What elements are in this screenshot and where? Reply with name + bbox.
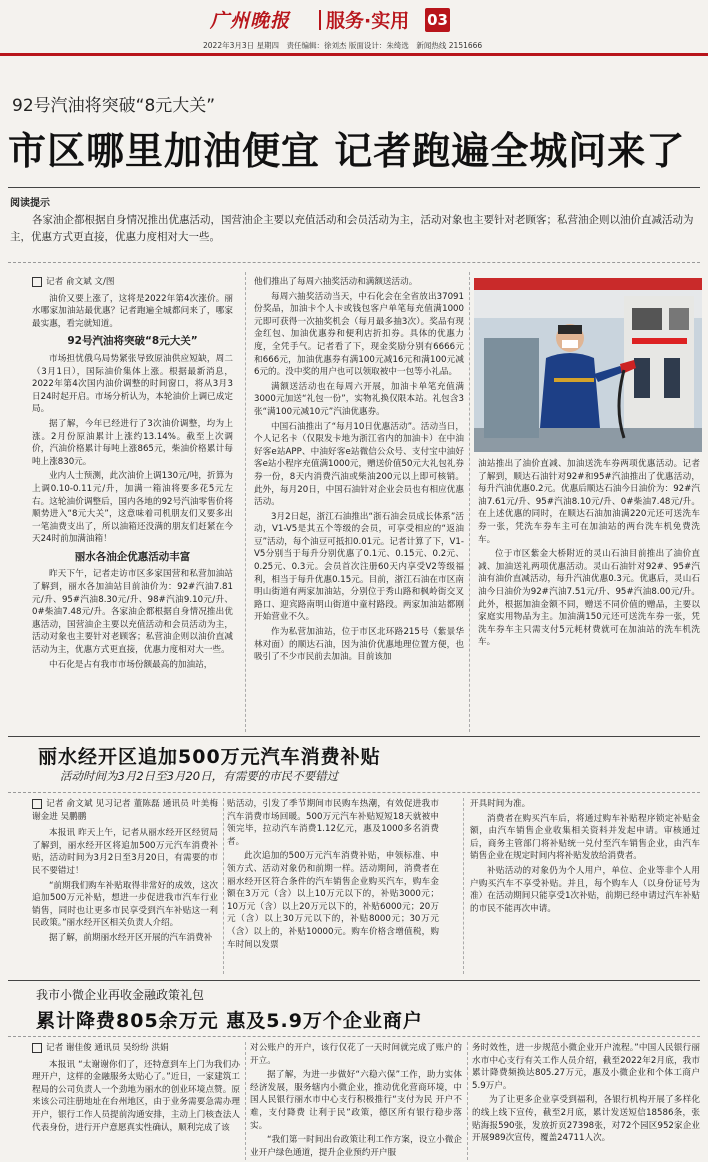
paragraph: “我们第一时间出台政策让利工作方案，设立小微企业开户绿色通道，提升企业预约开户服 [250,1135,462,1158]
section-title: 服务·实用 [326,10,410,32]
paragraph: 据了解，为进一步做好“六稳六保”工作，助力实体经济发展，服务辖内小微企业，推动优化营商环境，中国人民银行丽水市中心支行积极推行“支付为民 开户不难，支付降费 让利于民”政策，德区所有银行稳步落实。 [250,1070,462,1131]
paragraph: 开具时间为准。 [470,799,531,809]
section-heading: 92号汽油将突破“8元大关” [67,335,198,348]
paper-logo: 广州晚报 [210,10,291,32]
byline-box-icon [32,1043,42,1053]
article1-column-3 [478,458,700,734]
divider [8,187,700,188]
article1-headline: 市区哪里加油便宜 记者跑遍全城问来了 [8,129,686,173]
masthead-rule [0,53,708,56]
paragraph: 对公账户的开户，该行仅花了一天时间就完成了账户的开立。 [250,1043,462,1066]
divider [8,1036,700,1037]
article3-column-3 [472,1042,700,1160]
paragraph: 本报讯 “太谢谢你们了，还特意到车上门为我们办理开户，这样的金融服务太贴心了。”近日，一家建筑工程局的公司负责人一个劲地为丽水的创业环境点赞。原来该公司注册地址在台州地区，由于业务需要急需办理开户，银行工作人员提前沟通安排，主动上门核查法人代表身份，进行开户意愿真实性确认，顺利完成了该 [32,1059,240,1133]
paragraph: 满额送活动也在每周六开展，加油卡单笔充值满3000元加送“礼包一份”，实物礼换仅限本站。礼包含3张“满100元减10元”汽油优惠券。 [254,381,464,417]
lead-label: 阅读提示 [10,198,50,209]
paragraph: 油站推出了油价直减、加油送洗车券两项优惠活动。记者了解到，顺达石油针对92#和95#汽油推出了优惠活动，每升汽油优惠0.2元。优惠后顺达石油今日油价为：92#汽油7.61元/升、95#汽油8.10元/升、0#柴油7.48元/升。在上述优惠的同时，在顺达石油加油满220元还可送洗车券一张，凭洗车券车主可在加油站的两台洗车机免费洗车。 [478,459,700,545]
article3-headline: 累计降费805余万元 惠及5.9万个企业商户 [36,1010,423,1032]
paragraph: 中石化是占有我市市场份额最高的加油站， [49,659,213,670]
divider [8,792,700,793]
paragraph: 位于市区紫金大桥附近的灵山石油目前推出了油价直减、加油送礼两项优惠活动。灵山石油针对92#、95#汽油有油价直减活动，每升汽油优惠0.3元。优惠后，灵山石油今日油价为92#汽油7.51元/升、95#汽油8.00元/升。此外，根据加油金额不同，赠送不同价值的赠品，主要以家庭实用物品为主。加油满150元还可送洗车券一张，凭洗车券车主只需支付5元耗材费就可在加油站的洗车机洗车。 [478,549,700,648]
paragraph: 中国石油推出了“每月10日优惠活动”。活动当日，个人记名卡（仅限发卡地为浙江省内的加油卡）在中油好客e站APP、中油好客e站微信公众号、支付宝中油好客e站小程序充值满1000元，赠送价值50元大礼包礼券券一份，8天内消费汽油或柴油200元以上即可核销。此外，每月20日，中国石油针对企业会员也有相应优惠活动。 [254,421,464,508]
paragraph: 他们推出了每周六抽奖活动和满额送活动。 [254,277,418,287]
column-divider [223,798,224,974]
article1-column-1 [32,276,233,734]
paragraph: 据了解，前期丽水经开区开展的汽车消费补 [49,932,213,943]
byline-box-icon [32,277,42,287]
paragraph: 据了解，今年已经进行了3次油价调整，均为上涨。2月份原油累计上涨约13.14%。截至上次调价，汽油价格累计每吨上涨865元，柴油价格累计每吨上涨830元。 [32,418,233,467]
paragraph: 3月2日起，浙江石油推出“浙石油会员成长体系”活动，V1-V5是其五个等级的会员，可享受相应的“返油豆”活动，每个油豆可抵扣0.01元。记者计算了下，V1-V5分别当于每升分别优惠了0.1元、0.15元、0.2元、0.25元、0.3元。会员首次注册60天内享受V2等级福利，相当于每升优惠0.15元。目前，浙江石油在市区南明山街道有两家加油站，分别位于秀山路和枫岭街交叉路口、迎宾路南明山街道中童村路段。两家加油站都刚开始营业不久。 [254,511,464,623]
column-divider [467,1042,468,1160]
article2-column-3 [470,798,700,976]
article2-subhead: 活动时间为3月2日至3月20日，有需要的市民不要错过 [60,769,339,783]
byline: 记者 谢佳俊 通讯员 吴纷纷 洪娟 [32,1042,240,1055]
article3-column-2 [250,1042,462,1160]
paragraph: 为了让更多企业享受到福利，各银行机构开展了多样化的线上线下宣传，截至2月底，累计发送短信18586条，张贴海报590张，发放折页27398张，对72个园区952家企业开展989次宣传，覆盖24711人次。 [472,1095,700,1144]
gas-station-photo [474,278,702,452]
divider [8,980,700,981]
paragraph: 作为私营加油站，位于市区北环路215号（紫景华林对面）的顺达石油，因为油价优惠地理位置方便，也吸引了不少市民前去加油。目前该加 [254,627,464,663]
byline: 记者 俞文斌 文/图 [32,276,233,289]
byline: 记者 俞文斌 见习记者 董陈磊 通讯员 叶美梅 谢金进 吴鹏鹏 [32,799,218,822]
divider [8,262,700,263]
paragraph: 消费者在购买汽车后，将通过购车补贴程序锁定补贴金额，由汽车销售企业收集相关资料并发起申请。审核通过后，商务主管部门将补贴统一兑付至汽车销售企业，由汽车销售企业在规定时间内将补贴发放给消费者。 [470,813,700,862]
article3-column-1 [32,1042,240,1160]
masthead-separator [319,10,321,30]
article2-headline: 丽水经开区追加500万元汽车消费补贴 [38,746,381,768]
column-divider [245,1042,246,1160]
column-divider [245,272,246,732]
paragraph: 此次追加的500万元汽车消费补贴，申领标准、申领方式、活动对象仍和前期一样。活动期间，消费者在丽水经开区符合条件的汽车销售企业购买汽车，购车金额在3万元（含）以上10万元以下的，补贴3000元；10万元（含）以上20万元以下的，补贴6000元；20万元（含）以上30万元以下的，补贴8000元；30万元（含）以上的，补贴10000元。购车价格含增值税，购车时间以发票 [227,851,439,950]
column-divider [463,798,464,974]
section-heading: 丽水各油企优惠活动丰富 [74,550,191,563]
paragraph: 本报讯 昨天上午，记者从丽水经开区经贸局了解到，丽水经开区将追加500万元汽车消费补贴，活动时间为3月2日至3月20日，有需要的市民不要错过！ [32,828,218,876]
paragraph: 业内人士预测，此次油价上调130元/吨，折算为上调0.10-0.11元/升，加满一箱油将要多花5元左右。这轮油价调整后，国内各地的92号汽油零售价将顺势进入“8元大关”，这意味着司机朋友们又要多出一笔油费支出了，所以油箱还没满的朋友们赶紧在今天24时前加满油箱！ [32,471,233,545]
article2-column-1 [32,798,218,976]
article1-column-2 [254,276,464,734]
paragraph: 油价又要上涨了，这将是2022年第4次涨价。丽水哪家加油站最优惠？记者跑遍全城都问来了，哪家最实惠，看完就知道。 [32,293,233,329]
lead-text: 各家油企都根据自身情况推出优惠活动，国营油企主要以充值活动和会员活动为主，活动对象也主要针对老顾客；私营油企则以油价直减活动为主，优惠方式更直接，优惠力度相对大一些。 [10,214,694,243]
paragraph: 务时效性，进一步规范小微企业开户流程。”中国人民银行丽水市中心支行有关工作人员介绍，截至2022年2月底，我市累计降费频换达805.27万元，惠及小微企业和个体工商户5.9万户。 [472,1043,700,1091]
paragraph: 补贴活动的对象仍为个人用户，单位、企业等非个人用户购买汽车不享受补贴。并且，每个购车人（以身份证号为准）在活动期间只能享受1次补贴，前期已经申请过汽车补贴的市民不能再次申请。 [470,865,700,914]
article1-subhead: 92号汽油将突破“8元大关” [12,96,216,116]
masthead-info-line: 2022年3月3日 星期四 责任编辑：徐刘杰 版面设计：朱绮选 新闻热线 2151666 [203,41,483,50]
masthead [0,0,708,38]
photo-illustration [474,278,702,452]
divider [8,736,700,737]
paragraph: 昨天下午，记者走访市区多家国营和私营加油站了解到，丽水各加油站目前油价为：92#汽油7.81元/升、95#汽油8.30元/升、98#汽油9.10元/升、0#柴油7.48元/升。各家油企都根据自身情况推出优惠活动，国营油企主要以充值活动和会员活动为主，活动对象也主要针对老顾客；私营油企则以油价直减活动为主，优惠方式更直接，优惠力度相对大一些。 [32,569,233,656]
paragraph: 贴活动，引发了季节期间市民购车热潮，有效促进我市汽车消费市场回暖。500万元汽车补贴短短18天就被申领完毕，拉动汽车消费1.12亿元，惠及1000多名消费者。 [227,799,439,847]
paragraph: “前期我们购车补贴取得非常好的成效，这次追加500万元补贴，想进一步促进我市汽车行业销售，同时也让更多市民享受到汽车补贴这一利民政策。”丽水经开区相关负责人介绍。 [32,880,218,929]
column-divider [469,272,470,732]
article3-pre-headline: 我市小微企业再收金融政策礼包 [36,988,205,1002]
byline-box-icon [32,799,42,809]
page-number: 03 [425,8,450,32]
paragraph: 每周六抽奖活动当天，中石化会在全省放出37091份奖品，加油卡个人卡或钱包客户单笔每充值满1000元即可获得一次抽奖机会（每月最多抽3次）。奖品有现金红包、加油优惠券和便利店折扣券。具体的优惠力度，全凭手气。记者看了下，现金奖励分别有6666元和666元，加油优惠券有满100元减16元和满100元减6元的。没中奖的用户也可以领取被中一包等小礼品。 [254,291,464,378]
article2-column-2 [227,798,439,976]
paragraph: 市场担忧俄乌局势紧张导致原油供应短缺，周二（3月1日），国际油价集体上涨。根据最新消息，2022年第4次国内油价调整的时间窗口，将从3月3日24时起开启。市场分析认为，本轮油价上调已成定局。 [32,353,233,415]
